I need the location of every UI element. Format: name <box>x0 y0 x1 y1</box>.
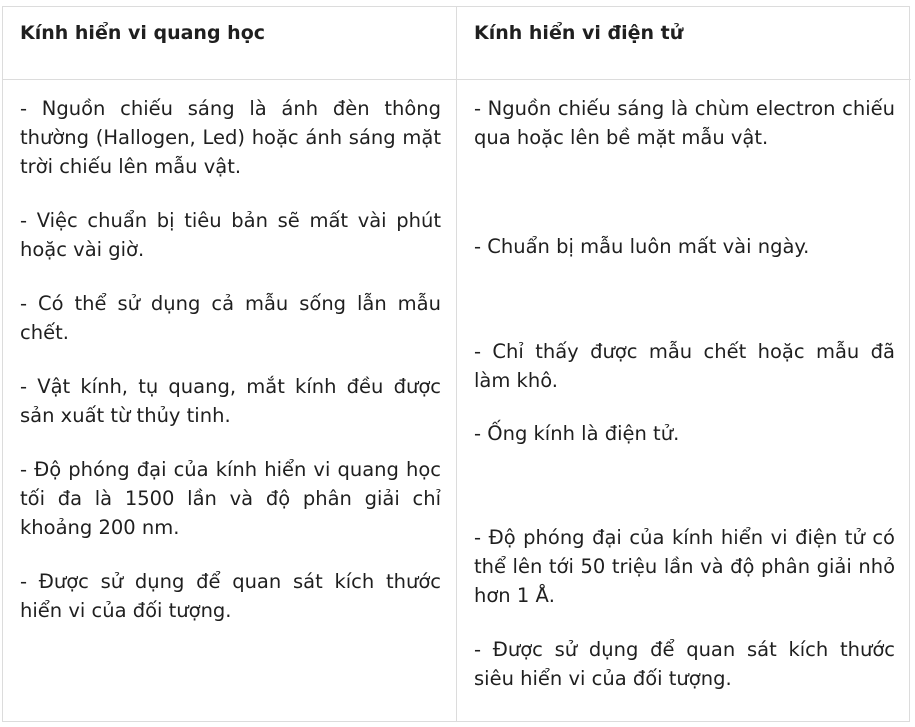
left-item-preparation: - Việc chuẩn bị tiêu bản sẽ mất vài phút hoặc vài giờ. <box>20 209 441 261</box>
left-item-light-source: - Nguồn chiếu sáng là ánh đèn thông thường (Hallogen, Led) hoặc ánh sáng mặt trời chiếu lên mẫu vật. <box>20 97 441 178</box>
light-microscope-column <box>3 80 457 721</box>
left-item-magnification: - Độ phóng đại của kính hiển vi quang học tối đa là 1500 lần và độ phân giải chỉ khoảng 200 nm. <box>20 458 441 539</box>
comparison-table <box>2 6 910 722</box>
right-item-light-source: - Nguồn chiếu sáng là chùm electron chiếu qua hoặc lên bề mặt mẫu vật. <box>474 97 895 149</box>
right-item-usage: - Được sử dụng để quan sát kích thước siêu hiển vi của đối tượng. <box>474 638 895 690</box>
right-item-magnification: - Độ phóng đại của kính hiển vi điện tử có thể lên tới 50 triệu lần và độ phân giải nhỏ hơn 1 Å. <box>474 526 895 607</box>
left-item-lenses: - Vật kính, tụ quang, mắt kính đều được sản xuất từ thủy tinh. <box>20 375 441 427</box>
header-electron-microscope: Kính hiển vi điện tử <box>457 7 911 80</box>
left-item-usage: - Được sử dụng để quan sát kích thước hiển vi của đối tượng. <box>20 570 441 622</box>
right-item-lenses: - Ống kính là điện tử. <box>474 422 680 445</box>
header-light-microscope: Kính hiển vi quang học <box>3 7 457 80</box>
right-item-preparation: - Chuẩn bị mẫu luôn mất vài ngày. <box>474 235 810 258</box>
right-item-samples: - Chỉ thấy được mẫu chết hoặc mẫu đã làm khô. <box>474 340 895 392</box>
electron-microscope-column <box>457 80 911 721</box>
left-item-samples: - Có thể sử dụng cả mẫu sống lẫn mẫu chết. <box>20 292 441 344</box>
